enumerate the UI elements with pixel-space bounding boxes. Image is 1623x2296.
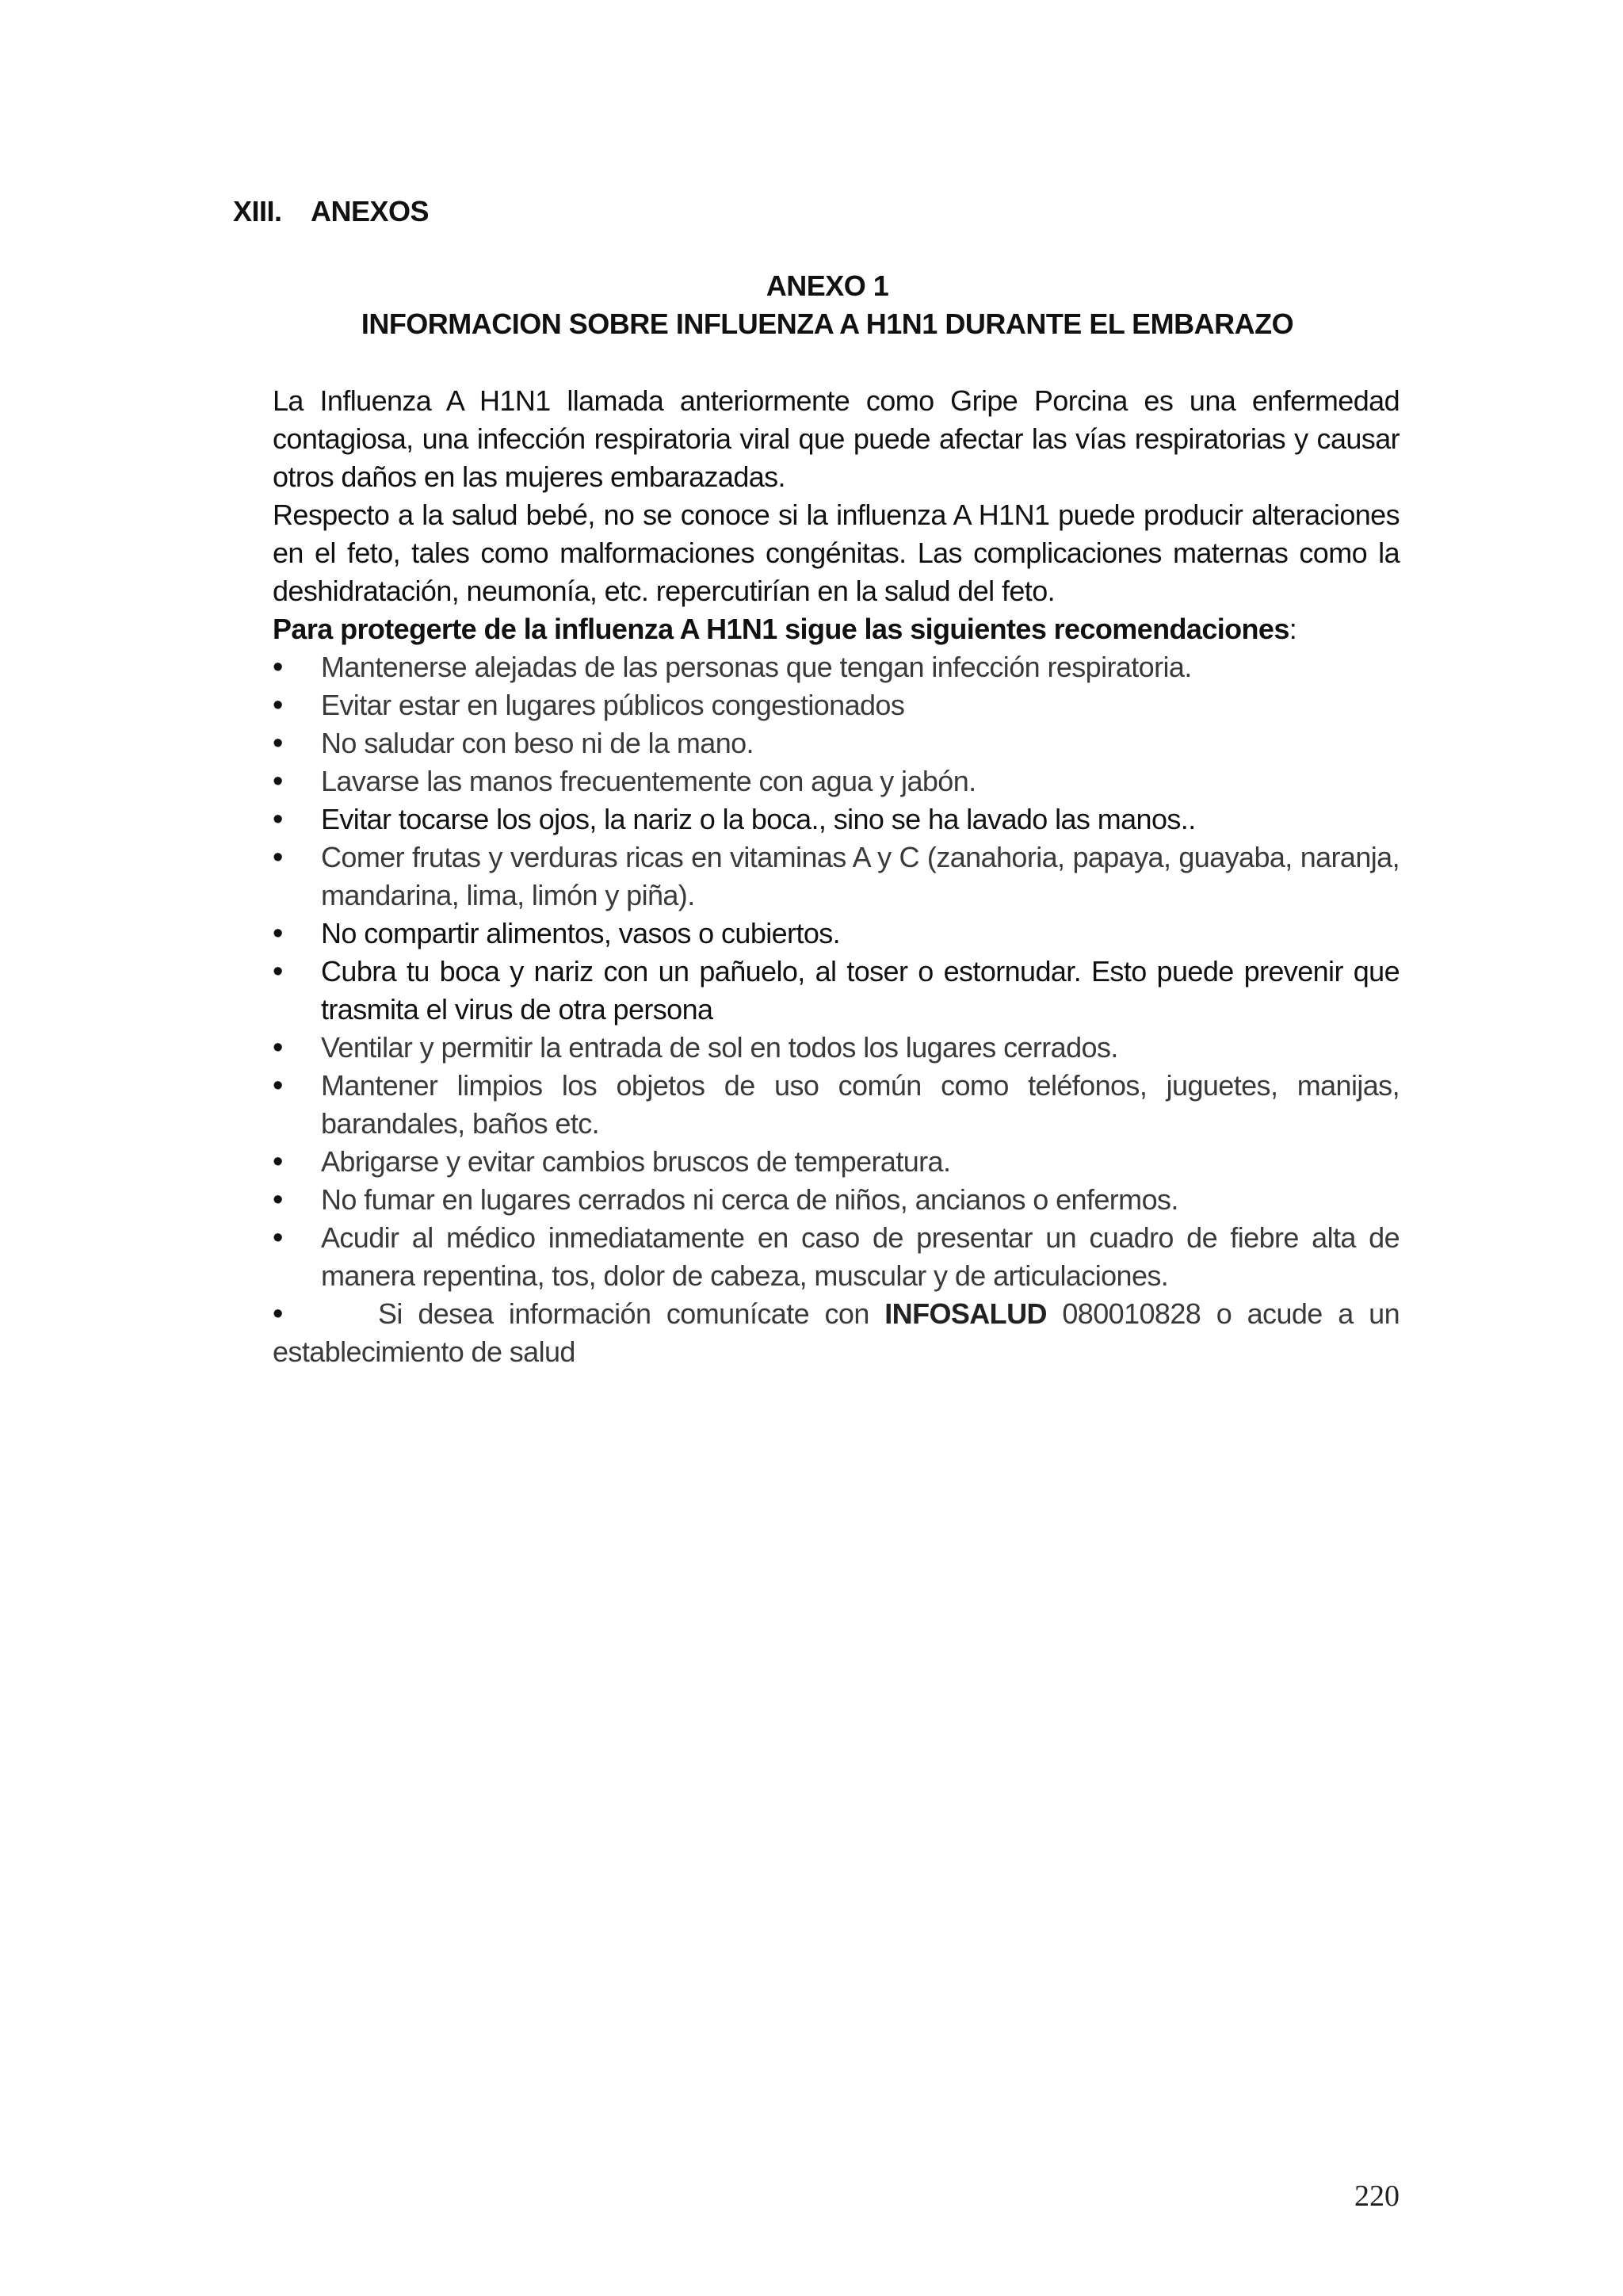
recommendations-list bbox=[273, 648, 1400, 1371]
bullet-icon: • bbox=[273, 1031, 283, 1064]
recommendations-intro-text: Para protegerte de la influenza A H1N1 sigue las siguientes recomendaciones bbox=[273, 613, 1289, 645]
list-item bbox=[222, 1219, 1400, 1295]
bullet-icon: • bbox=[273, 765, 283, 798]
list-item bbox=[222, 1181, 1400, 1219]
list-item bbox=[222, 800, 1400, 839]
list-item bbox=[222, 1143, 1400, 1181]
bullet-icon: • bbox=[273, 1297, 283, 1331]
list-item-text: No compartir alimentos, vasos o cubiertos. bbox=[321, 917, 841, 949]
list-item-contact bbox=[273, 1295, 1400, 1371]
annex-body bbox=[273, 382, 1400, 1371]
bullet-icon: • bbox=[273, 841, 283, 874]
list-item bbox=[222, 724, 1400, 762]
list-item-text: Comer frutas y verduras ricas en vitaminas A y C (zanahoria, papaya, guayaba, naranja, mandarina, lima, limón y piña). bbox=[321, 841, 1400, 911]
list-item-text: Acudir al médico inmediatamente en caso de presentar un cuadro de fiebre alta de manera repentina, tos, dolor de cabeza, muscular y de articulaciones. bbox=[321, 1221, 1400, 1292]
infosalud-name: INFOSALUD bbox=[884, 1297, 1047, 1330]
list-item-text: Cubra tu boca y nariz con un pañuelo, al toser o estornudar. Esto puede prevenir que trasmita el virus de otra persona bbox=[321, 955, 1400, 1026]
bullet-icon: • bbox=[273, 1069, 283, 1102]
section-title: ANEXOS bbox=[311, 195, 430, 227]
list-item bbox=[222, 762, 1400, 800]
bullet-icon: • bbox=[273, 651, 283, 684]
intro-paragraph-1: La Influenza A H1N1 llamada anteriormente como Gripe Porcina es una enfermedad contagiosa, una infección respiratoria viral que puede afectar las vías respiratorias y causar otros daños en las mujeres embarazadas. bbox=[273, 384, 1400, 493]
list-item-text: No saludar con beso ni de la mano. bbox=[321, 727, 754, 759]
list-item-text: Lavarse las manos frecuentemente con agua y jabón. bbox=[321, 765, 976, 797]
bullet-icon: • bbox=[273, 1183, 283, 1217]
bullet-icon: • bbox=[273, 955, 283, 988]
list-item-text: Ventilar y permitir la entrada de sol en todos los lugares cerrados. bbox=[321, 1031, 1118, 1064]
list-item-text: Evitar estar en lugares públicos congestionados bbox=[321, 689, 905, 721]
list-item bbox=[222, 686, 1400, 724]
annex-label: ANEXO 1 bbox=[766, 269, 889, 302]
list-item bbox=[222, 839, 1400, 915]
list-item bbox=[222, 648, 1400, 686]
bullet-icon: • bbox=[273, 727, 283, 760]
recommendations-intro bbox=[273, 610, 1400, 648]
intro-paragraph-2: Respecto a la salud bebé, no se conoce si la influenza A H1N1 puede producir alteraciones en el feto, tales como malformaciones congénitas. Las complicaciones maternas como la deshidratación, neumonía, etc. repercutirían en la salud del feto. bbox=[273, 499, 1400, 607]
list-item bbox=[222, 1067, 1400, 1143]
list-item-text: Mantenerse alejadas de las personas que tengan infección respiratoria. bbox=[321, 651, 1192, 683]
recommendations-intro-colon: : bbox=[1289, 613, 1297, 645]
list-item-text: Mantener limpios los objetos de uso común como teléfonos, juguetes, manijas, barandales, baños etc. bbox=[321, 1069, 1400, 1140]
section-number: XIII. bbox=[233, 195, 282, 227]
list-item-text: No fumar en lugares cerrados ni cerca de niños, ancianos o enfermos. bbox=[321, 1183, 1178, 1216]
bullet-icon: • bbox=[273, 803, 283, 836]
list-item bbox=[222, 953, 1400, 1029]
list-item bbox=[222, 915, 1400, 953]
list-item-text: Evitar tocarse los ojos, la nariz o la boca., sino se ha lavado las manos.. bbox=[321, 803, 1196, 835]
bullet-icon: • bbox=[273, 1221, 283, 1255]
annex-title: INFORMACION SOBRE INFLUENZA A H1N1 DURANTE EL EMBARAZO bbox=[361, 308, 1294, 340]
contact-text-before: Si desea información comunícate con bbox=[378, 1297, 885, 1330]
page-number: 220 bbox=[1354, 2179, 1400, 2213]
bullet-icon: • bbox=[273, 917, 283, 950]
bullet-icon: • bbox=[273, 689, 283, 722]
list-item-text: Abrigarse y evitar cambios bruscos de temperatura. bbox=[321, 1145, 951, 1178]
contact-text-after: 080010828 o acude a un establecimiento de salud bbox=[273, 1297, 1400, 1368]
bullet-icon: • bbox=[273, 1145, 283, 1179]
list-item bbox=[222, 1029, 1400, 1067]
section-heading bbox=[233, 195, 429, 228]
